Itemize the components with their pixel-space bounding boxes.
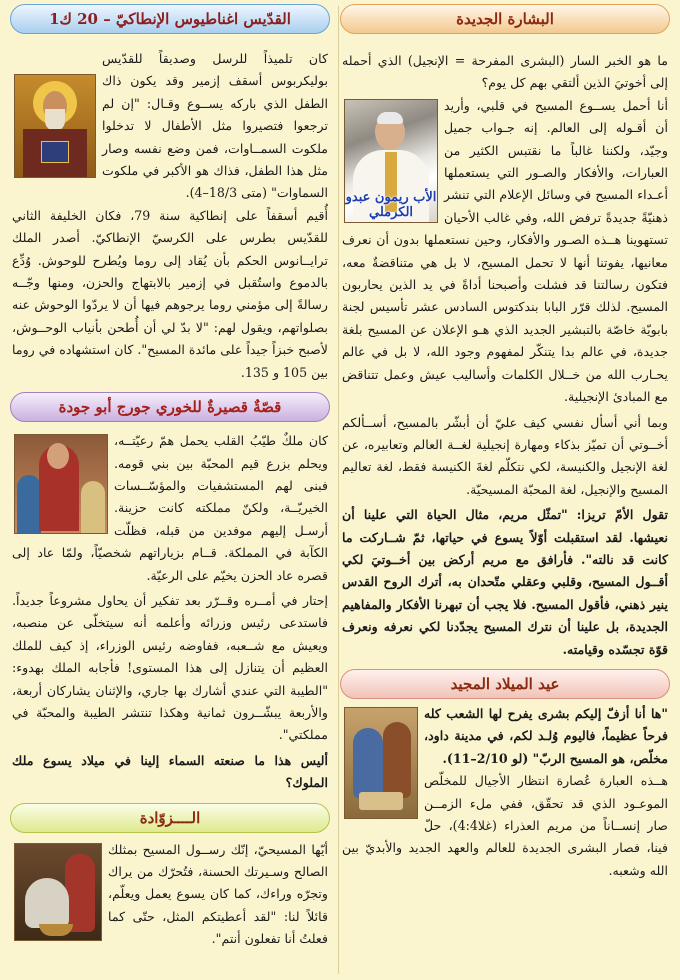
gospel-paragraph-1: ما هو الخبر السار (البشرى المفرحة = الإنجيل) الذي أحمله إلى أخوتيَ الذين ألتقي بهم كل يوم؟ <box>342 53 668 91</box>
saint-title: القدّيس اغناطيوس الإنطاكيّ – 20 ك1 <box>10 4 330 34</box>
story-section <box>6 392 334 795</box>
provision-section <box>6 803 334 951</box>
story-paragraph-2: إحتار في أمــره وقــرّر بعد تفكير أن يحاول مشروعاً جديداً. فاستدعى رئيس وزرائه وأعلمه أنه سيتخلّى عن منصبه، ويعيش مع شــعبه، ففاوضه رئيس الوزراء، إذ كيف للملك العظيم أن يتنازل إلى هذا المستوى! فأجابه الملك بهدوء: "الطيبة التي عندي أشارك بها جاري، والإثنان يشاركان أربعة، والأربعة يبشّــرون ثمانية وهكذا تنتشر الطيبة والمحبّة في مملكتي". <box>12 592 328 743</box>
story-text <box>6 430 334 795</box>
christmas-section <box>336 669 674 882</box>
gospel-title: البشارة الجديدة <box>340 4 670 34</box>
saint-text <box>6 48 334 384</box>
story-paragraph-3: أليس هذا ما صنعته السماء إلينا في ميلاد يسوع ملك الملوك؟ <box>12 752 328 791</box>
saint-paragraph-2: أُقيم أسقفاً على إنطاكية سنة 79، فكان الخليفة الثاني للقدّيس بطرس على الكرسيّ الإنطاكيّ. أصدر الملك ترايــانوس الحكم بأن يُقاد إلى روما ويُطرح للوحوش. وُدِّع بالدموع واستُقبل في إزمير بالابتهاج والحزن، ومنها وجّــه رسالةً إلى مؤمني روما يرجوهم فيها أن لا يردّوا الوحوش عنه بصلواتهم، ويقول لهم: "لا بدّ لي أن أُطحن بأنياب الوحــوش، لأصبح خبزاً جيداً على مائدة المسيح". كان استشهاده في روما بين 105 و 135. <box>12 207 328 380</box>
priest-photo-caption: الأب ريمون عبدو الكرملي <box>345 189 437 220</box>
christmas-text <box>336 703 674 882</box>
gospel-section <box>336 4 674 661</box>
saint-paragraph-1: كان تلميذاً للرسل وصديقاً للقدّيس بوليكربوس أسقف إزمير وقد يكون ذاك الطفل الذي باركه يســوع وقـال: "إن لم ترجعوا فتصيروا مثل الأطفال لا تدخلوا ملكوت السمــاوات، فمن وضع نفسه وصار مثل هذا الطفل، فذاك هو الأكبر في ملكوت السماوات" (متى 18/3–4). <box>102 51 328 201</box>
saint-icon-image <box>14 74 96 178</box>
provision-title: الــــزوّادة <box>10 803 330 833</box>
saint-section <box>6 4 334 384</box>
christmas-paragraph-2: هــذه العبارة عُصارة انتظار الأجيال للمخلّص الموعـود الذي قد تحقّق، ففي ملء الزمــن صار إنســاناً من مريم العذراء (غلا4:4)، حلّ فينا، فصار البشرى الجديدة للعالم والعهد الجديد والأبديّ بين الله وشعبه. <box>342 773 668 878</box>
foot-washing-image <box>14 843 102 941</box>
gospel-text <box>336 50 674 661</box>
gospel-paragraph-2: أنا أحمل يســوع المسيح في قلبي، وأريد أن أقـوله إلى العالم. إنه جـواب جميل وجيّد، ولكننا غالباً ما نقتبس الكثير من العبارات، والأفكار والصـور التي يستعملها أعـداء المسيح في وسائل الإعلام التي تنشر ذهنيّةً جديدةً ترفض الله، وفي غالب الأحيان تستهوينا هــذه الصـور والأفكار، وحين نستعملها بدون أن نعرف معانيها، يفوتنا أنها لا تحمل المسيح، لا بل هي متناقضةٌ معه، فتكون رسالتنا قد فشلت وأصبحنا أداةً في يد الذين يحاربون المسيح. لذلك قرّر البابا بندكتوس السادس عشر تأسيس لجنة بابويّة خاصّة بالتبشير الجديد الذي هـو الإعلان عن المسيح بلغة جديدة، في عالم بدا يتنكّر لمفهوم وجود الله، لا بل في عالم يحـارب الله من خــلال الكلمات وأساليب عيش وعمل تتناقض مع المبادئ الإنجيلية. <box>342 97 668 405</box>
story-title: قصّةٌ قصيرةٌ للخوري جورج أبو جودة <box>10 392 330 422</box>
right-column <box>336 4 674 888</box>
gospel-paragraph-4: تقول الأمّ تريزا: "تمثّل مريم، مثال الحياة التي علينا أن نعيشها. لقد استقبلت أوّلاً يسوع في حياتها، ثمّ شــاركت ما كانت قد نالته". فأرافق مع مريم أركض بين أخــوتيَ لكي أقــول المسيح، وقلبي وعقلي متّحدان به، أترك الروح القدس ينير ذهني، فأقول المسيح. فلا يجب أن تبهرنا الأفكار والمفاهيم الجديدة، بل علينا أن نترك المسيح يجدّدنا لكي نعرفه ونعرف قوّة تجسّده وقيامته. <box>342 507 668 657</box>
christmas-paragraph-1: "ها أنا أزفّ إليكم بشرى يفرح لها الشعب كله فرحاً عظيماً، فاليوم وُلـد لكم، في مدينة داود، مخلّص، هو المسيح الربّ" (لو 2/10–11). <box>424 705 668 766</box>
provision-paragraph-1: أيّها المسيحيّ، إنّك رســول المسيح بمثلك الصالح وسـيرتك الحسنة، فتُحرّك من يراك وتجرّه وراءك، كما كان يسوع يعمل ويعلّم، قائلاً لنا: "لقد أعطيتكم المثل، حتّى كما فعلتُ أنا تفعلون أنتم". <box>108 841 328 947</box>
christmas-title: عيد الميلاد المجيد <box>340 669 670 699</box>
priest-photo <box>344 99 438 223</box>
story-paragraph-1: كان ملكٌ طيّبُ القلب يحمل همّ رعيّتــه، ويحلم بزرع قيم المحبّة بين بني قومه. فبنى لهم المستشفيات والمؤسّــسات الخيريّــة، ولكنّ مملكته كانت حزينة. أرسـل إليهم موفدين من قبله، فظلّت الكآبة في المملكة. قــام بزياراتهم شخصيّاً، ولمّا عاد إلى قصره عاد الحزن يخيّم على الرعيّة. <box>12 433 328 583</box>
provision-text <box>6 839 334 951</box>
nativity-image <box>344 707 418 819</box>
left-column <box>6 4 334 957</box>
jesus-children-image <box>14 434 108 534</box>
gospel-paragraph-3: وبما أني أسأل نفسي كيف عليّ أن أبشّر بالمسيح، أســألكم أخــوتي أن تميّز بذكاء ومهارة إنجيلية لغــة العالم وتعابيره، عن لغة الإنجيل والكنيسة، لكي نتكلّم لغةَ الكنيسة فقط، لغة تعاليم المسيح والإنجيل، لغة المحبّة المسيحيّة. <box>342 414 668 497</box>
